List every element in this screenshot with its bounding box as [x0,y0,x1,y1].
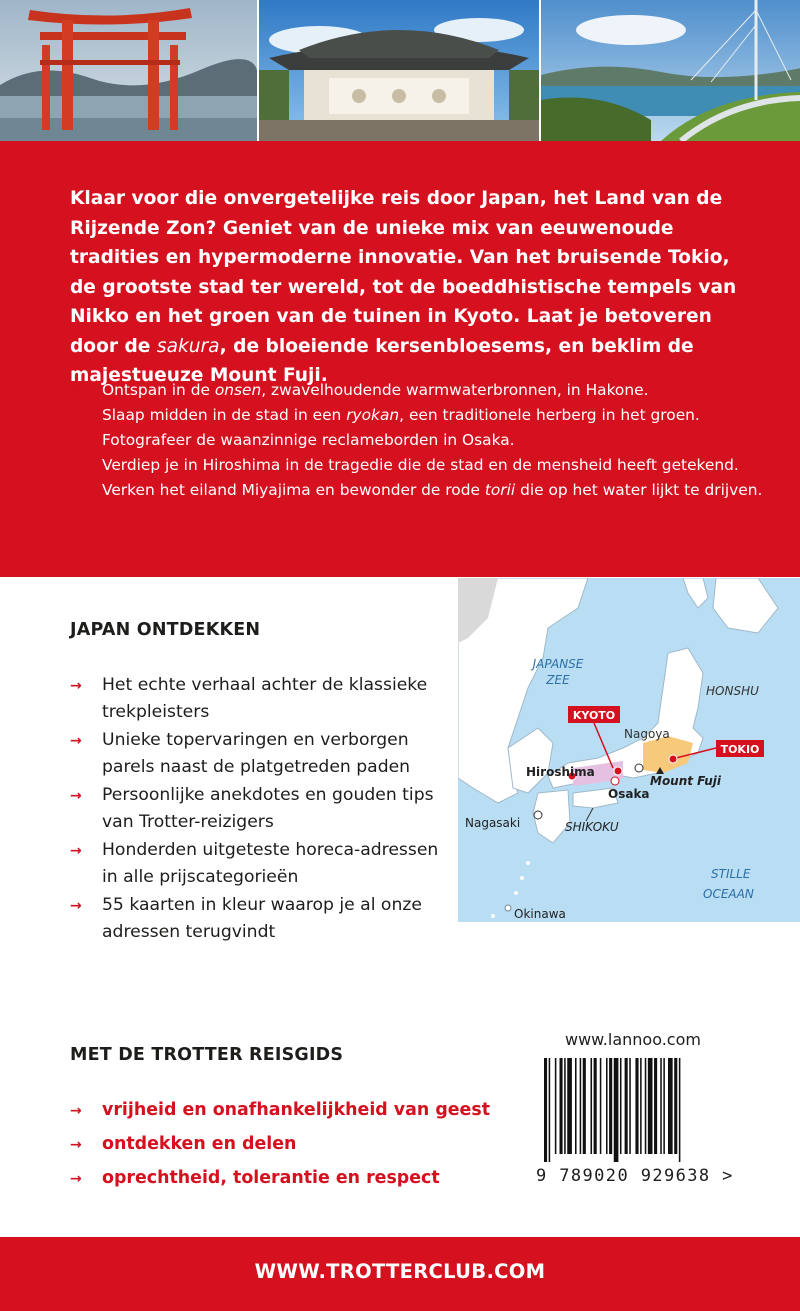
map-label-okinawa: Okinawa [514,907,566,921]
barcode-bar [564,1058,566,1154]
barcode-bar [674,1058,677,1154]
arrow-icon: → [70,788,82,804]
list-item: → Honderden uitgeteste horeca-adressen in alle prijscategorieën [70,840,439,887]
barcode-bar [544,1058,547,1162]
barcode-bar [594,1058,597,1154]
arrow-icon: → [70,482,82,498]
list-item: → Het echte verhaal achter de klassieke trekpleisters [70,675,428,722]
list-item: → Fotografeer de waanzinnige reclameborden in Osaka. [70,428,780,453]
arrow-icon: → [70,407,82,423]
barcode-bar [640,1058,642,1154]
list-item: → Slaap midden in de stad in een ryokan, een traditionele herberg in het groen. [70,403,780,428]
list-item: → vrijheid en onafhankelijkheid van geest [70,1093,490,1127]
map-label-hiroshima: Hiroshima [526,765,595,779]
map-label-nagoya: Nagoya [624,727,670,741]
torii-photo [0,0,257,141]
barcode-bar [583,1058,586,1154]
arrow-icon: → [70,843,82,859]
list-item: → 55 kaarten in kleur waarop je al onze adressen terugvindt [70,895,422,942]
temple-photo [257,0,538,141]
list-item: → Ontspan in de onsen, zwavelhoudende warmwaterbronnen, in Hakone. [70,378,780,403]
list-item: → ontdekken en delen [70,1127,490,1161]
list-item: → Unieke topervaringen en verborgen parels naast de platgetreden paden [70,730,411,777]
japan-map [458,578,800,922]
barcode-bar [654,1058,657,1154]
map-label-ocean-2: OCEAAN [703,887,754,901]
map-label-sea-2: ZEE [546,673,570,687]
arrow-icon: → [70,898,82,914]
section-title-trotter: MET DE TROTTER REISGIDS [70,1045,344,1065]
bridge-photo [539,0,800,141]
barcode-bar [555,1058,557,1154]
isbn-number: 9 789020 929638 > [536,1166,734,1186]
highlights-list [70,378,780,503]
barcode-bar [660,1058,662,1154]
barcode-bar [625,1058,628,1154]
section-title-ontdekken: JAPAN ONTDEKKEN [70,620,261,640]
arrow-icon: → [70,678,82,694]
barcode-bar [629,1058,631,1154]
list-item: → oprechtheid, tolerantie en respect [70,1161,490,1195]
barcode-bar [575,1058,577,1154]
footer-url[interactable]: WWW.TROTTERCLUB.COM [254,1260,546,1283]
barcode-bar [549,1058,551,1162]
barcode-bar [679,1058,681,1162]
arrow-icon: → [70,457,82,473]
arrow-icon: → [70,382,82,398]
photo-strip [0,0,800,141]
barcode-bar [620,1058,622,1154]
arrow-icon: → [70,733,82,749]
barcode-bar [609,1058,612,1154]
map-label-nagasaki: Nagasaki [465,816,521,830]
barcode-bar [567,1058,572,1154]
map-label-tokio: TOKIO [720,743,760,756]
barcode-bar [600,1058,602,1154]
ontdekken-list [70,672,450,947]
barcode-bar [560,1058,563,1154]
arrow-icon: → [70,432,82,448]
barcode-bar [645,1058,647,1154]
map-label-honshu: HONSHU [706,684,759,698]
map-label-shikoku: SHIKOKU [565,820,619,834]
map-label-sea-1: JAPANSE [532,657,584,671]
list-item: → Persoonlijke anekdotes en gouden tips van Trotter-reizigers [70,785,434,832]
intro-panel [0,141,800,577]
barcode-bar [663,1058,665,1154]
barcode-bar [668,1058,673,1154]
map-label-mount-fuji: Mount Fuji [650,774,722,788]
intro-text: Klaar voor die onvergetelijke reis door Japan, het Land van de Rijzende Zon? Geniet van de unieke mix van eeuwenoude tradities en hypermoderne innovatie. Van het bruisende Tokio, de grootste stad ter wereld, tot de boeddhistische tempels van Nikko en het groen van de tuinen in Kyoto. Laat je betoveren door de sakura, de bloeiende kersenbloesems, en beklim de majestueuze Mount Fuji. [70,188,737,386]
barcode [540,1058,740,1166]
publisher-website: www.lannoo.com [565,1030,701,1049]
map-label-ocean-1: STILLE [711,867,751,881]
footer-bar [0,1237,800,1311]
list-item: → Verken het eiland Miyajima en bewonder de rode torii die op het water lijkt te drijven. [70,478,780,503]
barcode-bar [606,1058,608,1154]
list-item: → Verdiep je in Hiroshima in de tragedie die de stad en de mensheid heeft getekend. [70,453,780,478]
map-label-osaka: Osaka [608,787,650,801]
barcode-bar [614,1058,619,1162]
trotter-list [70,1093,490,1195]
barcode-bar [580,1058,582,1154]
arrow-icon: → [70,1103,82,1119]
barcode-bar [635,1058,638,1154]
arrow-icon: → [70,1137,82,1153]
arrow-icon: → [70,1171,82,1187]
barcode-bar [591,1058,593,1154]
barcode-bar [648,1058,653,1154]
map-label-kyoto: KYOTO [572,709,616,722]
